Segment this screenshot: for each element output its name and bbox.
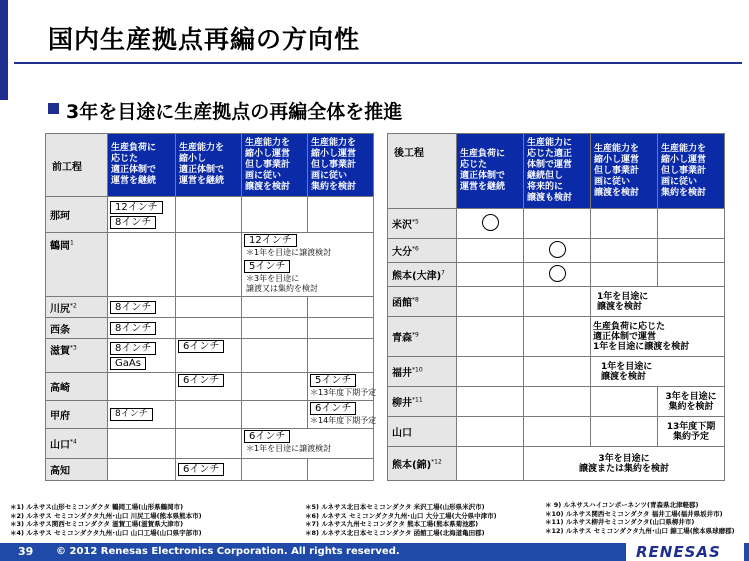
front-header-col1: 生産負荷に 応じた 適正体制で 運営を継続 xyxy=(108,134,176,197)
front-header-col4: 生産能力を 縮小し運営 但し事業計 画に従い 集約を検討 xyxy=(308,134,374,197)
page-number: 39 xyxy=(18,545,34,558)
front-site-kofu: 甲府 xyxy=(46,401,108,429)
back-site-yonezawa: 米沢$^{*5}$ xyxy=(388,209,457,239)
footnote: ＊4) ルネサス セミコンダクタ九州･山口 山口工場(山口県宇部市) xyxy=(10,528,202,537)
wafer-label: 8インチ xyxy=(110,408,153,421)
plan-note: ＊14年度下期予定 xyxy=(310,416,377,425)
front-header-process: 前工程 xyxy=(46,134,108,197)
footnote: ＊6) ルネサス セミコンダクタ九州･山口 大分工場(大分県中津市) xyxy=(305,511,497,520)
plan-note: 譲渡又は集約を検討 xyxy=(246,284,318,293)
front-end-table xyxy=(45,133,377,481)
plan-text: 13年度下期 集約予定 xyxy=(658,417,725,447)
plan-note: ＊1年を目途に譲渡検討 xyxy=(246,444,332,453)
front-site-tsuruoka: 鶴岡$^1$ xyxy=(46,233,108,297)
front-site-naka: 那珂 xyxy=(46,197,108,233)
wafer-label: GaAs xyxy=(110,357,146,370)
status-circle-icon xyxy=(549,241,566,258)
wafer-label: 6インチ xyxy=(178,463,224,476)
plan-note: ＊1年を目途に譲渡検討 xyxy=(246,248,332,257)
bullet-square-icon xyxy=(48,103,59,114)
back-site-hakodate: 函館$^{*8}$ xyxy=(388,287,457,317)
footnote: ＊7) ルネサス九州セミコンダクタ 熊本工場(熊本県菊池郡) xyxy=(305,520,479,528)
footnote: ＊5) ルネサス北日本セミコンダクタ 米沢工場(山形県米沢市) xyxy=(305,503,485,511)
wafer-label: 8インチ xyxy=(110,301,156,314)
plan-note: ＊13年度下期予定 xyxy=(310,388,377,397)
title-divider xyxy=(14,62,742,64)
front-header-col3: 生産能力を 縮小し運営 但し事業計 画に従い 譲渡を検討 xyxy=(242,134,308,197)
section-subtitle: 3年を目途に生産拠点の再編全体を推進 xyxy=(66,101,403,123)
footnote: ＊12) ルネサス セミコンダクタ九州･山口 錦工場(熊本県球磨郡) xyxy=(545,526,735,535)
front-site-yamaguchi: 山口$^{*4}$ xyxy=(46,429,108,459)
footnote: ＊1) ルネサス山形セミコンダクタ 鶴岡工場(山形県鶴岡市) xyxy=(10,503,184,511)
footnote: ＊ 9) ルネサスハイコンポーネンツ(青森県北津軽郡) xyxy=(545,501,699,509)
footnote: ＊10) ルネサス関西セミコンダクタ 福井工場(福井県坂井市) xyxy=(545,509,723,518)
back-site-kumamoto-nishiki: 熊本(錦)$^{*12}$ xyxy=(388,447,457,481)
back-site-aomori: 青森$^{*9}$ xyxy=(388,317,457,357)
status-circle-icon xyxy=(549,265,566,282)
wafer-label: 6インチ xyxy=(178,340,224,353)
wafer-label: 8インチ xyxy=(110,342,156,355)
footnotes-col2 xyxy=(305,503,497,537)
wafer-label: 6インチ xyxy=(310,402,356,415)
wafer-label: 5インチ xyxy=(310,374,356,387)
footnote: ＊11) ルネサス柳井セミコンダクタ(山口県柳井市) xyxy=(545,518,695,526)
footnote: ＊3) ルネサス関西セミコンダクタ 滋賀工場(滋賀県大津市) xyxy=(10,520,184,528)
back-site-kumamoto-ozu: 熊本(大津)$^7$ xyxy=(388,263,457,287)
back-site-yanai: 柳井$^{*11}$ xyxy=(388,387,457,417)
plan-text: 1年を目途に 譲渡を検討 xyxy=(591,357,725,387)
back-end-table xyxy=(387,133,725,481)
front-site-saijo: 西条 xyxy=(46,318,108,339)
front-header-col2: 生産能力を 縮小し 適正体制で 運営を継続 xyxy=(176,134,242,197)
slide-accent-bar xyxy=(0,0,8,100)
plan-text: 3年を目途に 譲渡または集約を検討 xyxy=(524,447,725,481)
front-site-kochi: 高知 xyxy=(46,459,108,481)
back-header-col4: 生産能力を 縮小し運営 但し事業計 画に従い 集約を検討 xyxy=(658,134,725,209)
back-header-process: 後工程 xyxy=(388,134,457,209)
footnote: ＊2) ルネサス セミコンダクタ九州･山口 川尻工場(熊本県熊本市) xyxy=(10,511,202,520)
footnote: ＊8) ルネサス北日本セミコンダクタ 函館工場(北海道亀田郡) xyxy=(305,528,485,537)
front-site-kawashiri: 川尻$^{*2}$ xyxy=(46,297,108,318)
back-header-col3: 生産能力を 縮小し運営 但し事業計 画に従い 譲渡を検討 xyxy=(591,134,658,209)
plan-text: 3年を目途に 集約を検討 xyxy=(658,387,725,417)
wafer-label: 8インチ xyxy=(110,322,156,335)
wafer-label: 6インチ xyxy=(178,374,224,387)
back-site-oita: 大分$^{*6}$ xyxy=(388,239,457,263)
wafer-label: 8インチ xyxy=(110,216,156,229)
front-site-shiga: 滋賀$^{*3}$ xyxy=(46,339,108,373)
wafer-label: 5インチ xyxy=(244,260,290,273)
back-site-fukui: 福井$^{*10}$ xyxy=(388,357,457,387)
footnotes-col3 xyxy=(545,501,735,535)
copyright-text: © 2012 Renesas Electronics Corporation. All rights reserved. xyxy=(56,546,400,557)
front-naka-col1 xyxy=(108,197,176,233)
plan-note: ＊3年を目途に xyxy=(246,274,300,283)
footnotes-col1 xyxy=(10,503,202,537)
page-title: 国内生産拠点再編の方向性 xyxy=(48,25,361,54)
back-site-yamaguchi: 山口 xyxy=(388,417,457,447)
front-site-takasaki: 高崎 xyxy=(46,373,108,401)
wafer-label: 12インチ xyxy=(110,201,163,214)
back-header-col2: 生産能力に 応じた適正 体制で運営 継続但し 将来的に 譲渡も検討 xyxy=(524,134,591,209)
wafer-label: 12インチ xyxy=(244,234,297,247)
wafer-label: 6インチ xyxy=(244,430,290,443)
status-circle-icon xyxy=(482,214,499,231)
plan-text: 生産負荷に応じた 適正体制で運営 1年を目途に譲渡を検討 xyxy=(591,317,725,357)
back-header-col1: 生産負荷に 応じた 適正体制で 運営を継続 xyxy=(457,134,524,209)
renesas-logo: RENESAS xyxy=(636,543,721,561)
front-tsuruoka-col3 xyxy=(242,233,374,297)
plan-text: 1年を目途に 譲渡を検討 xyxy=(591,287,725,317)
